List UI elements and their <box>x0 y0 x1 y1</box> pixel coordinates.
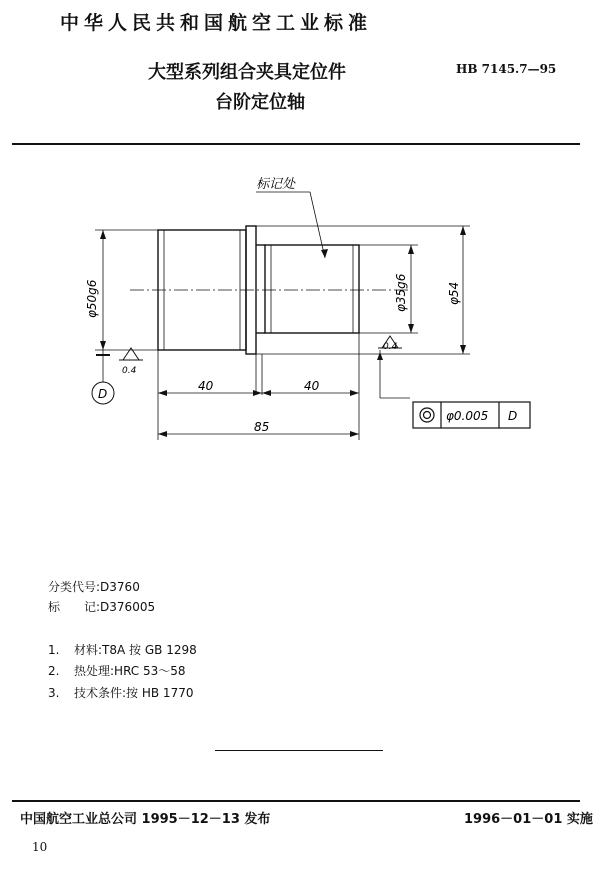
roughness-right: 0.4 <box>383 342 398 352</box>
requirement-number: 2. <box>48 664 60 678</box>
diameter-right-label: φ35g6 <box>394 273 408 312</box>
small-cylinder <box>265 245 359 333</box>
tolerance-value: φ0.005 <box>446 409 489 423</box>
concentricity-icon <box>420 408 434 422</box>
dimension-right: 40 <box>304 379 320 393</box>
footer-divider <box>12 800 580 802</box>
requirement-number: 3. <box>48 686 60 700</box>
classification-label: 分类代号: <box>48 580 101 594</box>
marking-value: D376005 <box>100 600 156 614</box>
mark-location-label: 标记处 <box>256 177 296 192</box>
dimension-left: 40 <box>198 379 214 393</box>
issue-info: 中国航空工业总公司 1995－12－13 发布 <box>20 812 271 827</box>
implementation-info: 1996－01－01 实施 <box>464 812 593 827</box>
standard-header: 中华人民共和国航空工业标准 <box>60 12 373 34</box>
technical-drawing <box>0 150 600 450</box>
requirement-number: 1. <box>48 643 60 657</box>
marking-code <box>48 598 155 615</box>
diameter-left-label: φ50g6 <box>85 279 99 318</box>
end-divider <box>215 750 383 751</box>
requirement-item <box>48 684 193 701</box>
diameter-flange-label: φ54 <box>447 281 461 305</box>
page-number: 10 <box>32 840 48 854</box>
requirement-item <box>48 662 186 679</box>
datum-label: D <box>98 387 108 401</box>
document-title-line1: 大型系列组合夹具定位件 <box>148 62 346 83</box>
roughness-left: 0.4 <box>122 366 137 376</box>
classification-code <box>48 578 140 595</box>
requirement-text: 热处理:HRC 53～58 <box>74 664 186 678</box>
document-title-line2: 台阶定位轴 <box>215 92 305 113</box>
requirement-text: 技术条件:按 HB 1770 <box>74 686 194 700</box>
standard-code: HB 7145.7—95 <box>456 62 557 76</box>
classification-value: D3760 <box>100 580 140 594</box>
tolerance-frame <box>413 402 530 428</box>
marking-label: 标 记: <box>48 600 101 614</box>
top-divider <box>12 143 580 145</box>
tolerance-datum: D <box>508 409 518 423</box>
dimension-total: 85 <box>254 420 270 434</box>
requirement-item <box>48 641 197 658</box>
requirement-text: 材料:T8A 按 GB 1298 <box>74 643 197 657</box>
